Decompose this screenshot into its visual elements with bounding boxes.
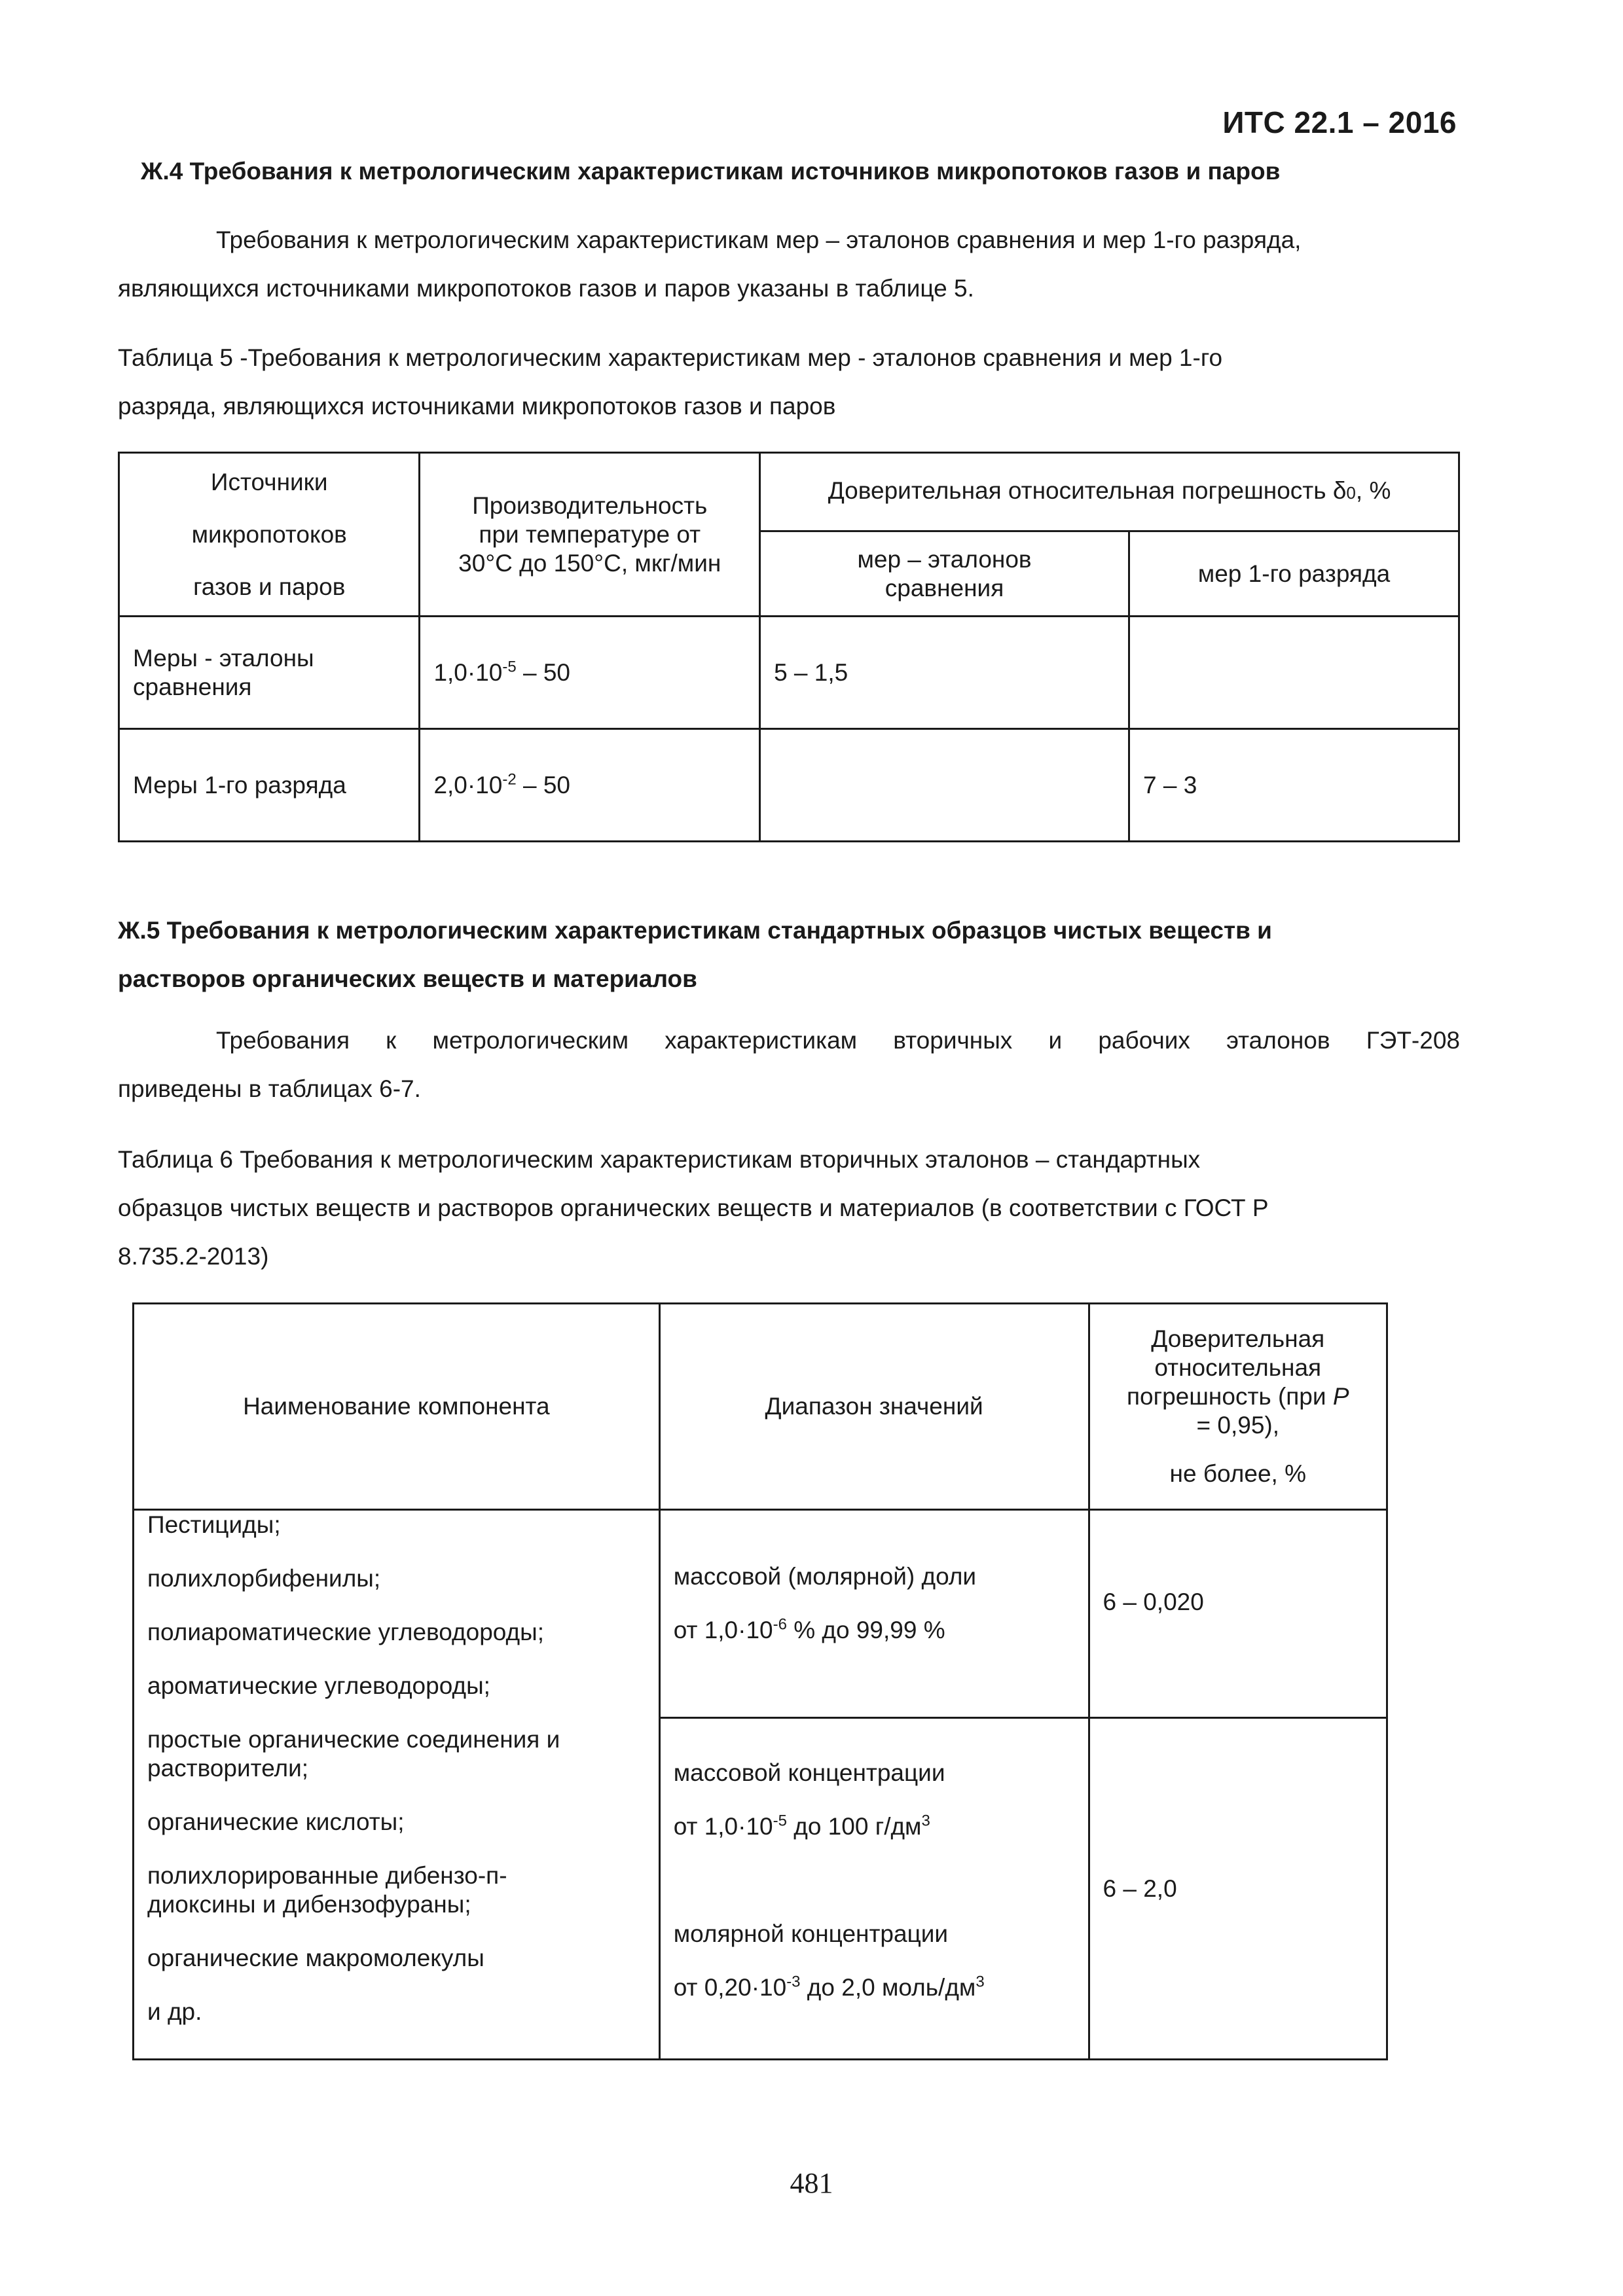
section-5-intro [118, 1016, 1460, 1113]
molar-conc-unit-exponent: 3 [976, 1973, 985, 1991]
table-6-caption-line2: образцов чистых веществ и растворов органических веществ и материалов (в соответствии с ГОСТ Р [118, 1194, 1269, 1221]
component-item: диоксины и дибензофураны; [147, 1891, 471, 1918]
mass-conc-unit-exponent: 3 [921, 1812, 930, 1830]
table-5-row [119, 729, 1459, 842]
row2-prod-exponent: -2 [502, 770, 517, 789]
table-5-cell-name [119, 617, 420, 729]
row1-prod-base: 1,0·10 [433, 658, 503, 686]
molar-concentration-range [674, 1961, 1075, 2015]
section-5-title-line1: Ж.5 Требования к метрологическим характеристикам стандартных образцов чистых веществ и [118, 917, 1272, 944]
header-error-line5: не более, % [1169, 1460, 1306, 1487]
components-list [147, 1511, 646, 2026]
mass-fraction-range-start: от 1,0·10 [673, 1617, 773, 1643]
table-6-header-range: Диапазон значений [659, 1304, 1089, 1510]
header-reference-line2: сравнения [884, 574, 1004, 601]
header-productivity-line3: 30°C до 150°C, мкг/мин [458, 549, 721, 577]
table-5 [118, 452, 1460, 842]
mass-fraction-range [674, 1604, 1075, 1657]
table-6-range-concentration [659, 1718, 1089, 2060]
header-error-unit: , % [1355, 477, 1391, 504]
table-5-header-error [760, 453, 1459, 531]
row1-name-line1: Меры - эталоны [133, 644, 314, 672]
table-5-caption [118, 334, 1460, 431]
header-error-line3 [1097, 1382, 1379, 1411]
header-error-line3-text: погрешность (при [1126, 1383, 1333, 1410]
mass-fraction-exponent: -6 [773, 1615, 787, 1634]
mass-fraction-label: массовой (молярной) доли [673, 1563, 977, 1590]
header-error-line2: относительная [1154, 1354, 1322, 1381]
component-item: Пестициды; [147, 1511, 281, 1538]
table-5-header-row-1 [119, 453, 1459, 531]
table-5-caption-line1: Таблица 5 -Требования к метрологическим характеристикам мер - эталонов сравнения и мер 1-го [118, 344, 1223, 371]
molar-conc-exponent: -3 [786, 1973, 801, 1991]
table-6-row-fraction [134, 1510, 1387, 1718]
header-productivity-line1: Производительность [472, 492, 708, 519]
table-6-error-concentration: 6 – 2,0 [1089, 1718, 1387, 2060]
document-code: ИТС 22.1 – 2016 [1222, 105, 1457, 139]
table-6-caption-line1: Таблица 6 Требования к метрологическим характеристикам вторичных эталонов – стандартных [118, 1146, 1201, 1173]
table-5-header-reference [760, 531, 1129, 617]
section-4-intro-line1: Требования к метрологическим характеристикам мер – эталонов сравнения и мер 1-го разряда, [216, 226, 1302, 253]
component-item: ароматические углеводороды; [147, 1672, 490, 1699]
header-error-line4: = 0,95), [1196, 1412, 1280, 1439]
table-5-caption-line2: разряда, являющихся источниками микропотоков газов и паров [118, 393, 836, 420]
table-6-caption-line3: 8.735.2-2013) [118, 1243, 269, 1270]
row1-prod-tail: – 50 [516, 658, 570, 686]
section-5-intro-line1: Требования к метрологическим характеристикам вторичных и рабочих эталонов ГЭТ-208 [216, 1027, 1460, 1054]
table-6-components-cell [134, 1510, 660, 2060]
table-5-cell-name: Меры 1-го разряда [119, 729, 420, 842]
header-productivity-line2: при температуре от [479, 520, 701, 548]
mass-conc-range-end: до 100 г/дм [786, 1813, 922, 1840]
table-6-header-error [1089, 1304, 1387, 1510]
table-5-cell-reference [760, 729, 1129, 842]
component-item: и др. [147, 1998, 202, 2025]
table-5-header-productivity [420, 453, 760, 617]
molar-conc-range-end: до 2,0 моль/дм [800, 1974, 976, 2001]
row2-prod-tail: – 50 [516, 771, 570, 798]
header-reference-line1: мер – эталонов [857, 545, 1032, 573]
header-error-text: Доверительная относительная погрешность δ [828, 477, 1347, 504]
table-5-cell-productivity [420, 729, 760, 842]
mass-fraction-range-end: % до 99,99 % [786, 1617, 945, 1643]
component-item: полиароматические углеводороды; [147, 1619, 545, 1645]
section-4-title: Ж.4 Требования к метрологическим характеристикам источников микропотоков газов и паров [141, 158, 1281, 185]
header-source-line3: газов и паров [193, 573, 346, 600]
header-error-subscript: 0 [1346, 483, 1356, 503]
table-5-cell-rank1: 7 – 3 [1129, 729, 1459, 842]
molar-conc-range-start: от 0,20·10 [673, 1974, 787, 2001]
header-error-p-symbol: P [1332, 1383, 1349, 1410]
section-4-intro [118, 216, 1460, 313]
table-5-row [119, 617, 1459, 729]
mass-conc-range-start: от 1,0·10 [673, 1813, 773, 1840]
header-source-line2: микропотоков [191, 520, 347, 548]
table-6-header-row [134, 1304, 1387, 1510]
table-5-cell-productivity [420, 617, 760, 729]
component-item: полихлорированные дибензо-п- [147, 1862, 507, 1889]
page-number: 481 [790, 2167, 833, 2199]
table-5-cell-rank1 [1129, 617, 1459, 729]
mass-concentration-range [674, 1800, 1075, 1854]
table-5-header-source [119, 453, 420, 617]
component-item: полихлорбифенилы; [147, 1565, 381, 1592]
section-4-intro-line2: являющихся источниками микропотоков газов и паров указаны в таблице 5. [118, 275, 974, 302]
table-5-cell-reference: 5 – 1,5 [760, 617, 1129, 729]
mass-conc-exponent: -5 [773, 1812, 787, 1830]
table-6-header-component: Наименование компонента [134, 1304, 660, 1510]
table-6-range-fraction [659, 1510, 1089, 1718]
molar-concentration-label: молярной концентрации [673, 1920, 949, 1947]
table-5-header-rank1: мер 1-го разряда [1129, 531, 1459, 617]
header-error-line1: Доверительная [1151, 1325, 1325, 1352]
table-6-caption [118, 1136, 1467, 1281]
table-6 [132, 1302, 1388, 2060]
component-item: органические кислоты; [147, 1808, 405, 1835]
section-5-intro-line2: приведены в таблицах 6-7. [118, 1075, 421, 1102]
component-item: органические макромолекулы [147, 1945, 484, 1971]
component-item: растворители; [147, 1755, 309, 1782]
mass-concentration-label: массовой концентрации [673, 1759, 945, 1786]
section-5-title [118, 906, 1460, 1003]
header-source-line1: Источники [210, 468, 328, 495]
row1-prod-exponent: -5 [502, 658, 517, 676]
table-6-error-fraction: 6 – 0,020 [1089, 1510, 1387, 1718]
section-5-title-line2: растворов органических веществ и материалов [118, 965, 697, 992]
row2-prod-base: 2,0·10 [433, 771, 503, 798]
row1-name-line2: сравнения [133, 673, 252, 700]
component-item: простые органические соединения и [147, 1726, 560, 1753]
